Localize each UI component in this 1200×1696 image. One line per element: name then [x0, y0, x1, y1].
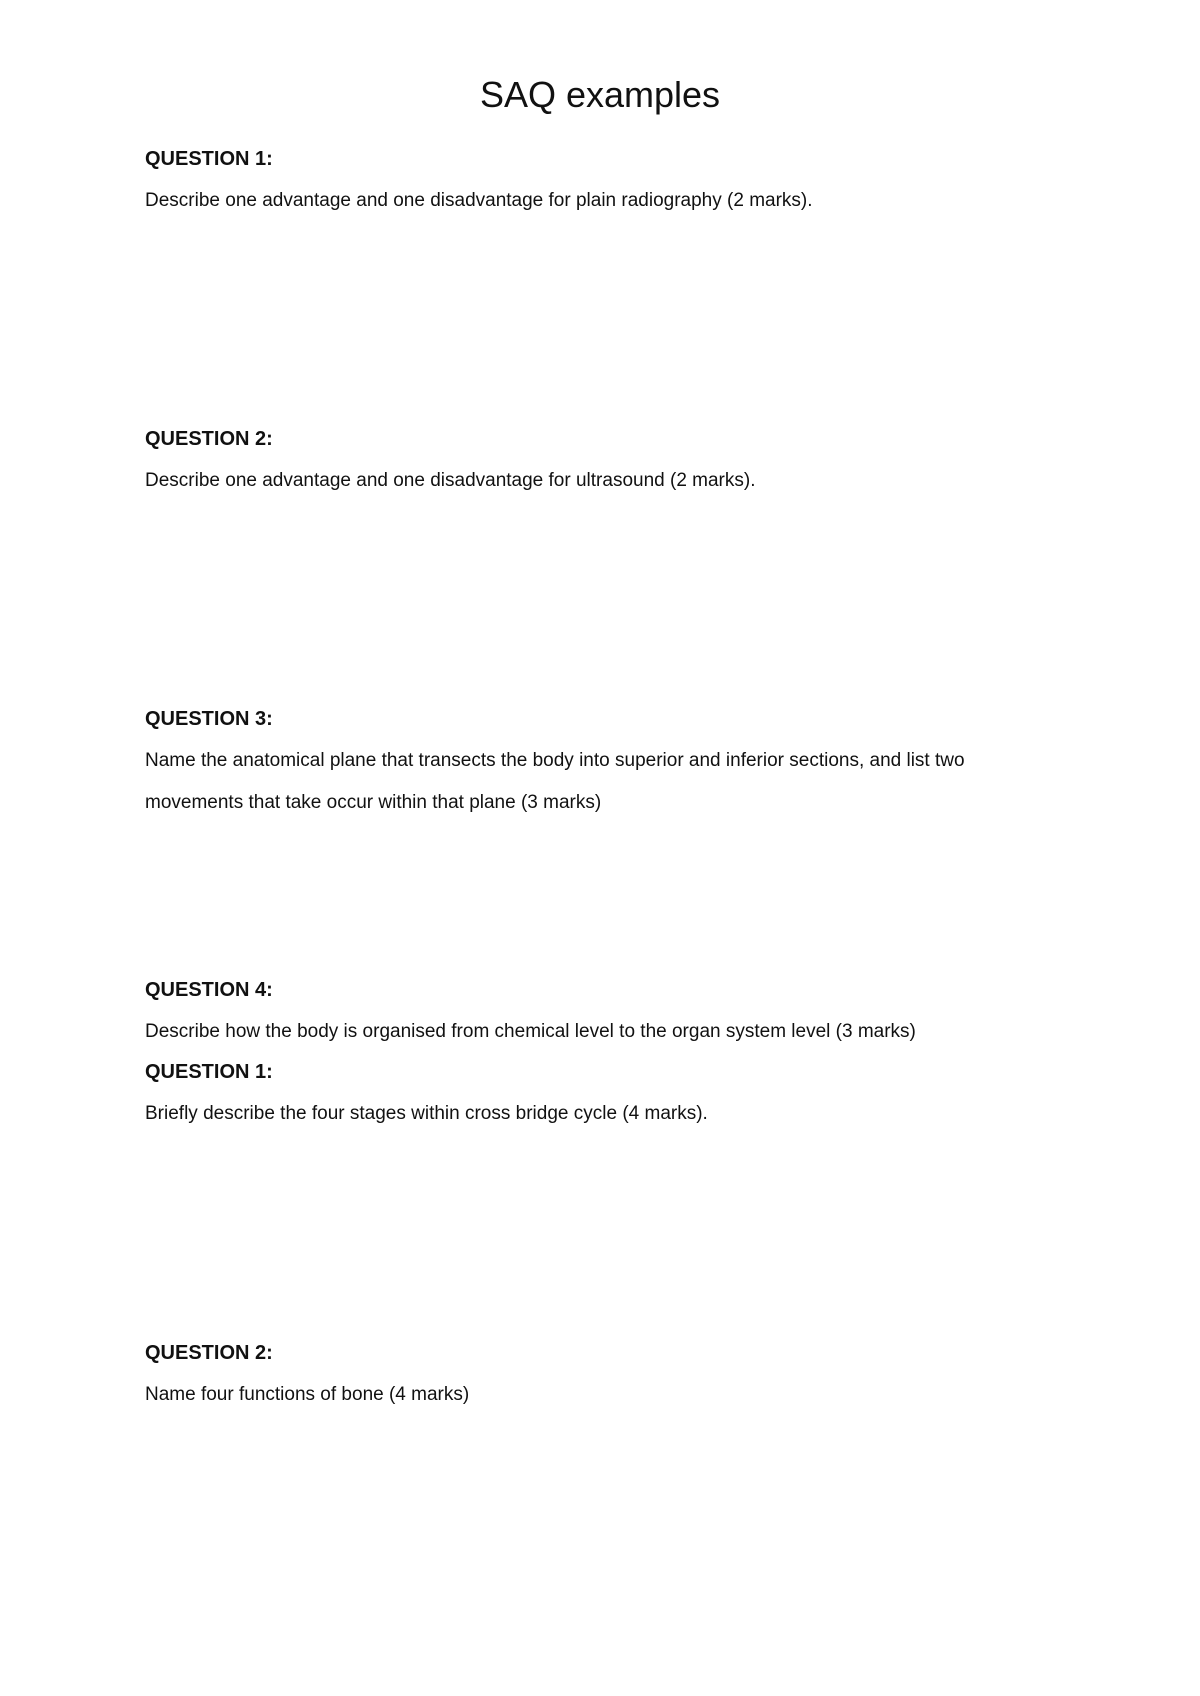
- question-heading: QUESTION 2:: [145, 428, 273, 450]
- question-text: Name four functions of bone (4 marks): [145, 1384, 470, 1405]
- question-heading: QUESTION 4:: [145, 979, 273, 1001]
- question-text: Describe one advantage and one disadvantage for plain radiography (2 marks).: [145, 190, 813, 211]
- question-text: Name the anatomical plane that transects the body into superior and inferior sections, and list two movements that take occur within that plane (3 marks): [145, 750, 965, 813]
- question-text: Briefly describe the four stages within cross bridge cycle (4 marks).: [145, 1103, 708, 1124]
- question-heading: QUESTION 3:: [145, 708, 273, 730]
- question-heading: QUESTION 1:: [145, 148, 273, 170]
- question-heading: QUESTION 1:: [145, 1061, 273, 1083]
- question-text: Describe how the body is organised from chemical level to the organ system level (3 marks): [145, 1021, 916, 1042]
- question-heading: QUESTION 2:: [145, 1342, 273, 1364]
- page-title: SAQ examples: [479, 74, 721, 115]
- question-text: Describe one advantage and one disadvantage for ultrasound (2 marks).: [145, 470, 756, 491]
